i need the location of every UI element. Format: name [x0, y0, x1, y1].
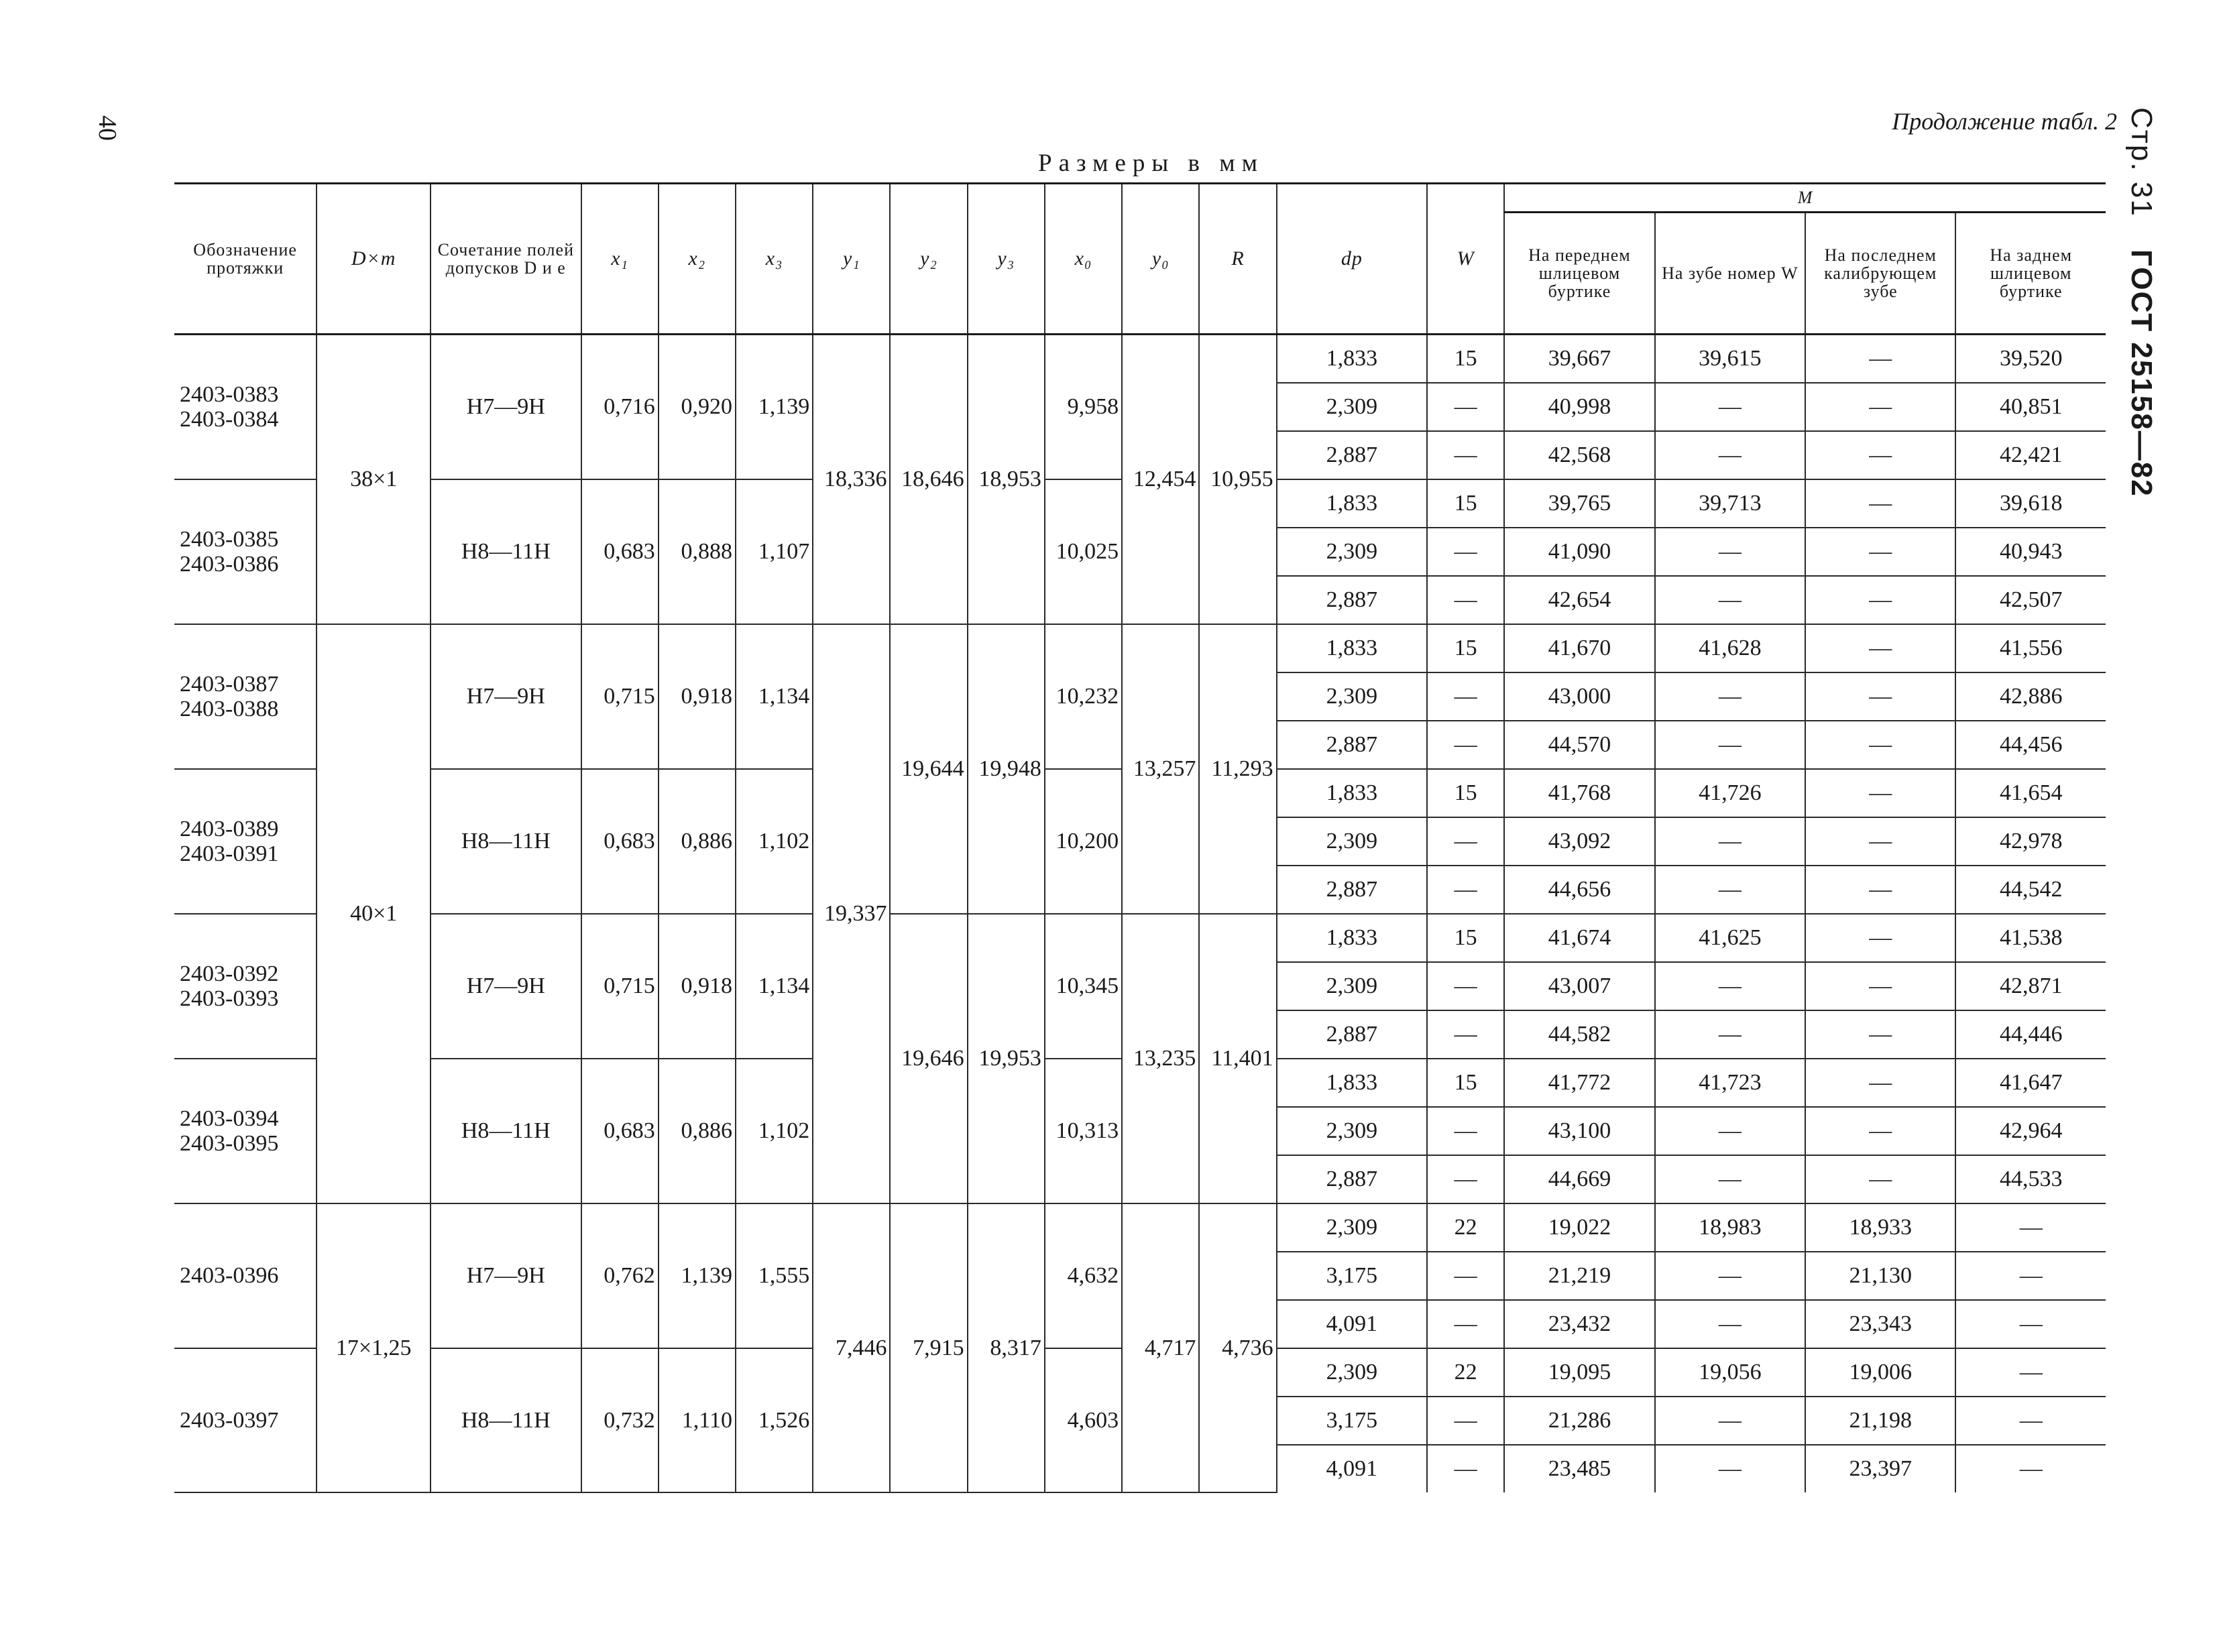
m-last-cell: —: [1805, 1010, 1955, 1059]
dp-cell: 1,833: [1277, 624, 1427, 672]
standard-side-header: [2124, 107, 2158, 520]
x0-cell: 10,025: [1045, 479, 1122, 624]
r-cell: 4,736: [1199, 1203, 1276, 1492]
m-tooth-cell: —: [1655, 576, 1805, 624]
w-cell: 15: [1427, 914, 1504, 962]
x0-cell: 4,632: [1045, 1203, 1122, 1348]
x1-cell: 0,716: [581, 335, 659, 480]
m-rear-cell: 41,538: [1955, 914, 2106, 962]
m-tooth-cell: —: [1655, 672, 1805, 721]
w-cell: 15: [1427, 335, 1504, 384]
table-row: [174, 1203, 2106, 1252]
m-rear-cell: 42,507: [1955, 576, 2106, 624]
m-rear-cell: 44,446: [1955, 1010, 2106, 1059]
y3-cell: 19,948: [968, 624, 1045, 914]
dp-cell: 1,833: [1277, 769, 1427, 817]
x1-cell: 0,683: [581, 769, 659, 914]
x3-cell: 1,526: [736, 1348, 813, 1492]
x3-cell: 1,102: [736, 769, 813, 914]
x0-cell: 4,603: [1045, 1348, 1122, 1492]
m-rear-cell: 41,647: [1955, 1059, 2106, 1107]
w-cell: —: [1427, 431, 1504, 479]
tolerance-cell: H8—11H: [431, 1059, 581, 1203]
w-cell: —: [1427, 721, 1504, 769]
dp-cell: 1,833: [1277, 335, 1427, 384]
x1-cell: 0,732: [581, 1348, 659, 1492]
w-cell: —: [1427, 866, 1504, 914]
x1-cell: 0,715: [581, 914, 659, 1059]
m-front-cell: 39,667: [1504, 335, 1654, 384]
header-tolerances: Сочетание полей допусков D и e: [431, 184, 581, 335]
m-rear-cell: 44,542: [1955, 866, 2106, 914]
designation-cell: 2403-0385 2403-0386: [174, 479, 317, 624]
y0-cell: 4,717: [1122, 1203, 1199, 1492]
m-last-cell: 23,343: [1805, 1300, 1955, 1348]
x1-cell: 0,683: [581, 479, 659, 624]
m-rear-cell: 42,871: [1955, 962, 2106, 1010]
m-tooth-cell: —: [1655, 962, 1805, 1010]
designation-cell: 2403-0394 2403-0395: [174, 1059, 317, 1203]
designation-cell: 2403-0387 2403-0388: [174, 624, 317, 769]
r-cell: 10,955: [1199, 335, 1276, 625]
m-front-cell: 19,095: [1504, 1348, 1654, 1397]
m-tooth-cell: 41,625: [1655, 914, 1805, 962]
y0-cell: 12,454: [1122, 335, 1199, 625]
w-cell: —: [1427, 1010, 1504, 1059]
dp-cell: 2,309: [1277, 1203, 1427, 1252]
dp-cell: 2,309: [1277, 672, 1427, 721]
w-cell: —: [1427, 672, 1504, 721]
x2-cell: 0,920: [659, 335, 736, 480]
m-front-cell: 21,286: [1504, 1397, 1654, 1445]
m-last-cell: 21,130: [1805, 1252, 1955, 1300]
m-front-cell: 42,654: [1504, 576, 1654, 624]
dp-cell: 4,091: [1277, 1445, 1427, 1492]
designation-cell: 2403-0397: [174, 1348, 317, 1492]
dp-cell: 1,833: [1277, 479, 1427, 528]
table-row: [174, 335, 2106, 384]
header-x1: x₁: [581, 184, 659, 335]
x2-cell: 0,918: [659, 914, 736, 1059]
dp-cell: 3,175: [1277, 1397, 1427, 1445]
table-row: [174, 624, 2106, 672]
header-y1: y₁: [813, 184, 890, 335]
x3-cell: 1,139: [736, 335, 813, 480]
m-rear-cell: —: [1955, 1300, 2106, 1348]
table-body: [174, 335, 2106, 1493]
m-front-cell: 43,100: [1504, 1107, 1654, 1155]
designation-cell: 2403-0389 2403-0391: [174, 769, 317, 914]
w-cell: 15: [1427, 624, 1504, 672]
m-rear-cell: 44,456: [1955, 721, 2106, 769]
header-dxm: D×m: [317, 184, 431, 335]
m-front-cell: 19,022: [1504, 1203, 1654, 1252]
w-cell: —: [1427, 817, 1504, 866]
m-last-cell: 23,397: [1805, 1445, 1955, 1492]
y2-cell: 19,644: [890, 624, 967, 914]
m-last-cell: —: [1805, 335, 1955, 384]
w-cell: —: [1427, 1155, 1504, 1203]
m-rear-cell: 41,556: [1955, 624, 2106, 672]
m-last-cell: —: [1805, 479, 1955, 528]
dp-cell: 2,887: [1277, 1155, 1427, 1203]
dp-cell: 2,309: [1277, 817, 1427, 866]
m-front-cell: 41,772: [1504, 1059, 1654, 1107]
m-last-cell: —: [1805, 721, 1955, 769]
m-tooth-cell: —: [1655, 817, 1805, 866]
m-front-cell: 43,092: [1504, 817, 1654, 866]
dp-cell: 2,887: [1277, 576, 1427, 624]
tolerance-cell: H7—9H: [431, 1203, 581, 1348]
x1-cell: 0,715: [581, 624, 659, 769]
m-rear-cell: —: [1955, 1397, 2106, 1445]
header-m-rear: На заднем шлицевом буртике: [1955, 213, 2106, 335]
header-m-tooth: На зубе номер W: [1655, 213, 1805, 335]
tolerance-cell: H8—11H: [431, 769, 581, 914]
x2-cell: 0,886: [659, 1059, 736, 1203]
m-rear-cell: 40,851: [1955, 383, 2106, 431]
m-last-cell: —: [1805, 1155, 1955, 1203]
y3-cell: 18,953: [968, 335, 1045, 625]
m-last-cell: 19,006: [1805, 1348, 1955, 1397]
dxm-cell: 38×1: [317, 335, 431, 625]
dp-cell: 4,091: [1277, 1300, 1427, 1348]
m-front-cell: 23,432: [1504, 1300, 1654, 1348]
r-cell: 11,401: [1199, 914, 1276, 1203]
table-row: [174, 914, 2106, 962]
y2-cell: 19,646: [890, 914, 967, 1203]
m-last-cell: —: [1805, 914, 1955, 962]
y3-cell: 8,317: [968, 1203, 1045, 1492]
m-last-cell: —: [1805, 1107, 1955, 1155]
w-cell: 22: [1427, 1348, 1504, 1397]
x3-cell: 1,107: [736, 479, 813, 624]
y2-cell: 18,646: [890, 335, 967, 625]
m-last-cell: —: [1805, 672, 1955, 721]
x3-cell: 1,134: [736, 624, 813, 769]
m-tooth-cell: 41,726: [1655, 769, 1805, 817]
w-cell: —: [1427, 1252, 1504, 1300]
w-cell: —: [1427, 962, 1504, 1010]
w-cell: —: [1427, 383, 1504, 431]
x2-cell: 0,918: [659, 624, 736, 769]
dp-cell: 2,309: [1277, 383, 1427, 431]
x3-cell: 1,134: [736, 914, 813, 1059]
designation-cell: 2403-0392 2403-0393: [174, 914, 317, 1059]
y1-cell: 7,446: [813, 1203, 890, 1492]
m-last-cell: —: [1805, 866, 1955, 914]
w-cell: —: [1427, 1107, 1504, 1155]
m-tooth-cell: —: [1655, 431, 1805, 479]
w-cell: —: [1427, 1300, 1504, 1348]
dp-cell: 1,833: [1277, 914, 1427, 962]
x2-cell: 1,110: [659, 1348, 736, 1492]
y0-cell: 13,257: [1122, 624, 1199, 914]
w-cell: —: [1427, 576, 1504, 624]
m-last-cell: —: [1805, 1059, 1955, 1107]
m-rear-cell: 40,943: [1955, 528, 2106, 576]
m-front-cell: 44,669: [1504, 1155, 1654, 1203]
m-rear-cell: 39,618: [1955, 479, 2106, 528]
m-front-cell: 23,485: [1504, 1445, 1654, 1492]
w-cell: 15: [1427, 479, 1504, 528]
x2-cell: 1,139: [659, 1203, 736, 1348]
m-rear-cell: 39,520: [1955, 335, 2106, 384]
w-cell: —: [1427, 528, 1504, 576]
x3-cell: 1,555: [736, 1203, 813, 1348]
dp-cell: 2,309: [1277, 1107, 1427, 1155]
m-tooth-cell: —: [1655, 1445, 1805, 1492]
standard-designation: ГОСТ 25158—82: [2125, 249, 2158, 497]
m-last-cell: —: [1805, 624, 1955, 672]
m-tooth-cell: —: [1655, 1155, 1805, 1203]
r-cell: 11,293: [1199, 624, 1276, 914]
dp-cell: 2,887: [1277, 431, 1427, 479]
y1-cell: 19,337: [813, 624, 890, 1203]
m-last-cell: 18,933: [1805, 1203, 1955, 1252]
header-y3: y₃: [968, 184, 1045, 335]
dp-cell: 2,309: [1277, 962, 1427, 1010]
data-table-container: [174, 182, 2106, 1493]
m-tooth-cell: 39,615: [1655, 335, 1805, 384]
m-front-cell: 40,998: [1504, 383, 1654, 431]
tolerance-cell: H7—9H: [431, 335, 581, 480]
table-continuation-label: Продолжение табл. 2: [1892, 108, 2117, 135]
m-front-cell: 42,568: [1504, 431, 1654, 479]
dp-cell: 3,175: [1277, 1252, 1427, 1300]
m-rear-cell: 44,533: [1955, 1155, 2106, 1203]
m-rear-cell: 42,978: [1955, 817, 2106, 866]
y3-cell: 19,953: [968, 914, 1045, 1203]
header-m-group: M: [1504, 184, 2106, 213]
header-w: W: [1427, 184, 1504, 335]
m-tooth-cell: 41,723: [1655, 1059, 1805, 1107]
side-page-number: Стр. 31: [2125, 107, 2158, 217]
tolerance-cell: H8—11H: [431, 479, 581, 624]
m-front-cell: 44,570: [1504, 721, 1654, 769]
m-rear-cell: 42,886: [1955, 672, 2106, 721]
tolerance-cell: H7—9H: [431, 914, 581, 1059]
m-front-cell: 41,670: [1504, 624, 1654, 672]
m-last-cell: —: [1805, 431, 1955, 479]
x2-cell: 0,888: [659, 479, 736, 624]
m-last-cell: 21,198: [1805, 1397, 1955, 1445]
dp-cell: 2,887: [1277, 866, 1427, 914]
m-front-cell: 39,765: [1504, 479, 1654, 528]
m-last-cell: —: [1805, 576, 1955, 624]
m-front-cell: 43,000: [1504, 672, 1654, 721]
units-caption: Размеры в мм: [1038, 150, 1265, 177]
x0-cell: 10,200: [1045, 769, 1122, 914]
m-last-cell: —: [1805, 962, 1955, 1010]
designation-cell: 2403-0396: [174, 1203, 317, 1348]
dp-cell: 2,309: [1277, 1348, 1427, 1397]
header-dp: dp: [1277, 184, 1427, 335]
x3-cell: 1,102: [736, 1059, 813, 1203]
m-front-cell: 44,582: [1504, 1010, 1654, 1059]
m-rear-cell: —: [1955, 1445, 2106, 1492]
w-cell: —: [1427, 1445, 1504, 1492]
m-rear-cell: 42,964: [1955, 1107, 2106, 1155]
m-rear-cell: —: [1955, 1252, 2106, 1300]
header-x2: x₂: [659, 184, 736, 335]
header-y2: y₂: [890, 184, 967, 335]
m-last-cell: —: [1805, 769, 1955, 817]
m-front-cell: 21,219: [1504, 1252, 1654, 1300]
x0-cell: 10,232: [1045, 624, 1122, 769]
m-tooth-cell: —: [1655, 528, 1805, 576]
m-tooth-cell: —: [1655, 1252, 1805, 1300]
m-rear-cell: 42,421: [1955, 431, 2106, 479]
m-tooth-cell: —: [1655, 1107, 1805, 1155]
x2-cell: 0,886: [659, 769, 736, 914]
header-x0: x₀: [1045, 184, 1122, 335]
header-x3: x₃: [736, 184, 813, 335]
dp-cell: 2,887: [1277, 721, 1427, 769]
dxm-cell: 40×1: [317, 624, 431, 1203]
m-tooth-cell: 19,056: [1655, 1348, 1805, 1397]
m-tooth-cell: 39,713: [1655, 479, 1805, 528]
m-front-cell: 43,007: [1504, 962, 1654, 1010]
m-front-cell: 41,768: [1504, 769, 1654, 817]
m-tooth-cell: —: [1655, 1010, 1805, 1059]
page-number: 40: [93, 115, 121, 141]
m-last-cell: —: [1805, 383, 1955, 431]
m-last-cell: —: [1805, 528, 1955, 576]
m-tooth-cell: 18,983: [1655, 1203, 1805, 1252]
m-tooth-cell: —: [1655, 721, 1805, 769]
tolerance-cell: H8—11H: [431, 1348, 581, 1492]
header-m-last: На последнем калибрующем зубе: [1805, 213, 1955, 335]
m-front-cell: 41,674: [1504, 914, 1654, 962]
header-r: R: [1199, 184, 1276, 335]
m-tooth-cell: —: [1655, 866, 1805, 914]
tolerance-cell: H7—9H: [431, 624, 581, 769]
m-tooth-cell: —: [1655, 1300, 1805, 1348]
dxm-cell: 17×1,25: [317, 1203, 431, 1492]
designation-cell: 2403-0383 2403-0384: [174, 335, 317, 480]
m-tooth-cell: 41,628: [1655, 624, 1805, 672]
x0-cell: 10,313: [1045, 1059, 1122, 1203]
m-rear-cell: —: [1955, 1348, 2106, 1397]
dp-cell: 2,887: [1277, 1010, 1427, 1059]
dp-cell: 2,309: [1277, 528, 1427, 576]
w-cell: 15: [1427, 1059, 1504, 1107]
w-cell: 22: [1427, 1203, 1504, 1252]
m-last-cell: —: [1805, 817, 1955, 866]
header-designation: Обозначение протяжки: [174, 184, 317, 335]
x1-cell: 0,762: [581, 1203, 659, 1348]
m-front-cell: 41,090: [1504, 528, 1654, 576]
w-cell: —: [1427, 1397, 1504, 1445]
m-tooth-cell: —: [1655, 1397, 1805, 1445]
x1-cell: 0,683: [581, 1059, 659, 1203]
broach-dimensions-table: [174, 182, 2106, 1493]
m-tooth-cell: —: [1655, 383, 1805, 431]
x0-cell: 9,958: [1045, 335, 1122, 480]
dp-cell: 1,833: [1277, 1059, 1427, 1107]
x0-cell: 10,345: [1045, 914, 1122, 1059]
header-y0: y₀: [1122, 184, 1199, 335]
m-front-cell: 44,656: [1504, 866, 1654, 914]
y1-cell: 18,336: [813, 335, 890, 625]
m-rear-cell: 41,654: [1955, 769, 2106, 817]
y2-cell: 7,915: [890, 1203, 967, 1492]
header-m-front: На переднем шлицевом буртике: [1504, 213, 1654, 335]
w-cell: 15: [1427, 769, 1504, 817]
y0-cell: 13,235: [1122, 914, 1199, 1203]
m-rear-cell: —: [1955, 1203, 2106, 1252]
